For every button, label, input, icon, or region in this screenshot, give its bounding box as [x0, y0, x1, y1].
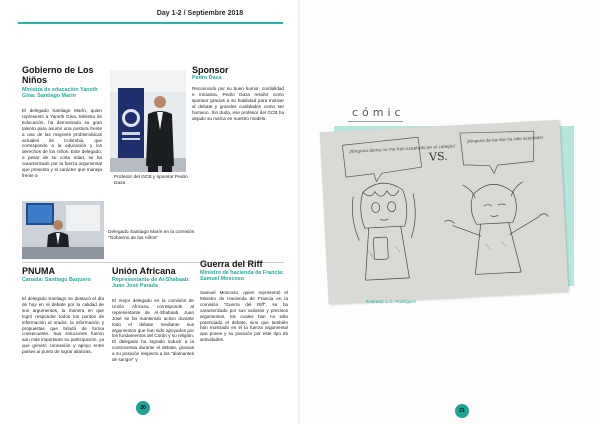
photo-santiago-caption: Delegado Santiago Marín en la comisión "Gobierno de los niños": [108, 230, 195, 241]
pnuma-title: PNUMA: [22, 266, 55, 276]
comic-illustration: [320, 120, 569, 304]
comic-credit: Ilustrado: L.C. Rodríguez: [366, 299, 417, 304]
comic-drawing: [320, 120, 569, 304]
comic-bubble-left: ¡Ninguna dama no me han aceptado en el colegio!: [348, 143, 456, 154]
gobierno-subtitle: Ministra de educación Yaneth Gina: Santiago Marín: [22, 87, 98, 100]
comic-bubble-right: ¡Ninguna de las dos ha sido aceptada!: [466, 134, 544, 144]
gobierno-title: Gobierno de Los Niños: [22, 65, 94, 85]
union-africana-subtitle: Representante de Al-Shabaab: Juan José Parada: [112, 277, 190, 290]
pnuma-subtitle: Canadá: Santiago Baquero: [22, 277, 91, 283]
sponsor-body: Reconocido por su buen humor, cordialidad e iniciativa, Pedro Daza resultó como sponsor gracias a su habilidad para motivar al debate y grandes cualidades como ser humano. Sin duda, ese profesor del GCB ha dejado su marca en nuestro modelo.: [192, 86, 284, 121]
issue-date-header: Day 1-2 / Septiembre 2018: [156, 10, 244, 17]
comic-versus-label: VS.: [428, 149, 449, 164]
page-number-right: 21: [455, 404, 469, 418]
photo-pedro-daza: [110, 70, 186, 172]
sponsor-subtitle: Pedro Daza: [192, 75, 222, 81]
pnuma-body: El delegado Santiago se destacó el día de hoy en el debate por la calidad de sus argumentos, la manera en que logró responder todos los puntos de información al orador, la información y propuestas que brindó de forma consecuente. Sus soluciones fueron aún más importante su participación, ya que generó connexión y apoyo entre países al punto de lograr alianzas.: [22, 296, 104, 355]
guerra-riff-body: Samuel Moscoso, quien representó el Ministro de Hacienda de Francia en la comisión "Guerra del Riff", se ha caracterizado por sus valiosos y precisos argumentos, los cuales han no sólo potenciado el debate, sino que también han mostrado en él la fuerza argumental que posee y su posición por este tipo de actividades.: [200, 290, 288, 343]
sponsor-title: Sponsor: [192, 65, 229, 75]
photo-santiago-marin-image: [22, 201, 104, 259]
photo-santiago-marin: [22, 201, 104, 259]
guerra-riff-subtitle: Ministro de hacienda de Francia: Samuel Moscoso: [200, 270, 284, 283]
photo-pedro-daza-image: [110, 70, 186, 172]
guerra-riff-title: Guerra del Riff: [200, 259, 263, 269]
comic-section-title: cómic: [352, 106, 405, 119]
comic-title-underline: [348, 121, 403, 122]
gobierno-body: El delegado Santiago Marín, quien representó a Yaneth Gina, Ministra de Educación, ha demostrado su gran talento para asumir una postura frente a una de las mayores problemáticas actuales de Colombia, que corresponde a la educación y los derechos de los niños. Este delegado, a pesar de su corta edad, se ha caracterizado por la fuerza argumental que presenta y el carácter que maneja frente a: [22, 108, 102, 178]
union-africana-body: El mejor delegado en la comisión de Unión Africana corresponde al representante de Al-Shabaab. Juan José se ha mantenido activo durante todo el debate mediante sus argumentos que han sido apoyados por los fundamentos del Corán y su religión. El delegado ha logrado inducir a la controversia durante el debate, gracias a su posición respecto a los "diamantes de sangre" y: [112, 298, 194, 363]
union-africana-title: Unión Africana: [112, 266, 176, 276]
page-number-left: 20: [136, 401, 150, 415]
photo-pedro-daza-caption: Profesor del GCB y sponsor Pedro Daza: [114, 175, 188, 186]
header-rule: [18, 22, 283, 24]
